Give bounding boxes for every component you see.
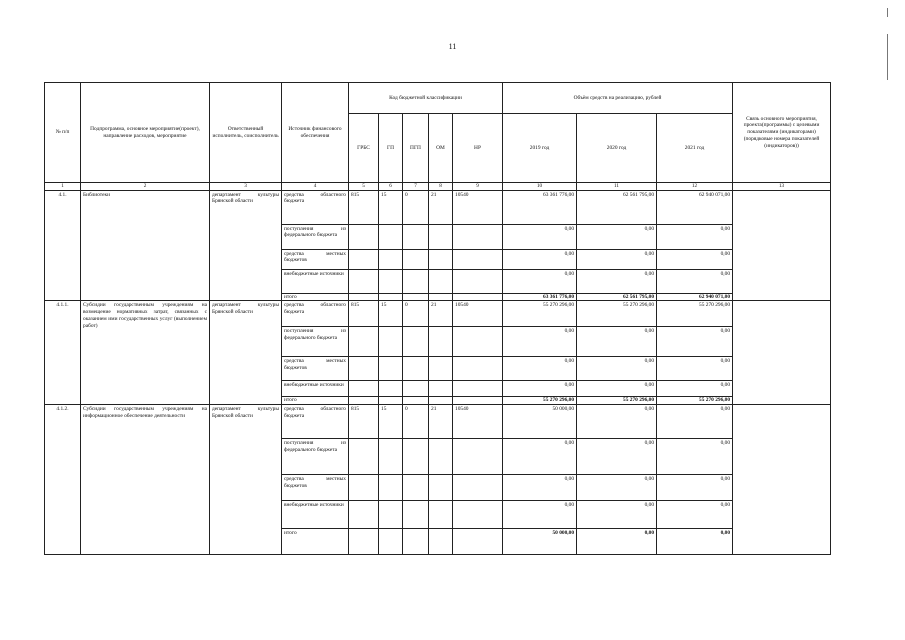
amount-2021: 0,00 [657, 327, 733, 357]
table-row [45, 405, 831, 439]
code-gp: 15 [379, 301, 403, 327]
amount-2020: 62 561 795,00 [577, 190, 657, 224]
amount-2020: 0,00 [577, 475, 657, 501]
total-2019: 55 270 296,00 [503, 397, 577, 405]
code-om: 21 [429, 405, 453, 439]
activity-name: Субсидии государственным учреждениям на информационное обеспечение деятельности [81, 405, 210, 555]
amount-2019: 0,00 [503, 327, 577, 357]
amount-2019: 0,00 [503, 381, 577, 397]
column-number: 13 [733, 183, 831, 191]
column-number: 6 [379, 183, 403, 191]
amount-2019: 0,00 [503, 249, 577, 269]
amount-2020: 0,00 [577, 381, 657, 397]
amount-2020: 0,00 [577, 269, 657, 293]
header-budget-code: Код бюджетной классификации [349, 83, 503, 114]
header-2021: 2021 год [657, 114, 733, 183]
code-np: 10540 [453, 190, 503, 224]
amount-2021: 0,00 [657, 357, 733, 381]
amount-2020: 0,00 [577, 357, 657, 381]
amount-2019: 0,00 [503, 475, 577, 501]
header-no: № п/п [45, 83, 81, 183]
total-2019: 50 000,00 [503, 529, 577, 555]
code-np: 10540 [453, 301, 503, 327]
header-grbs: ГРБС [349, 114, 379, 183]
total-label: итого [282, 397, 349, 405]
column-number: 3 [210, 183, 282, 191]
amount-2021: 0,00 [657, 381, 733, 397]
activity-name: Субсидии государственным учреждениям на возмещение нормативных затрат, связанных с оказанием ими государственных услуг (выполнением работ) [81, 301, 210, 405]
amount-2020: 0,00 [577, 439, 657, 475]
column-number: 2 [81, 183, 210, 191]
funding-source: средства местных бюджетов [282, 475, 349, 501]
activity-name: Библиотеки [81, 190, 210, 301]
total-2020: 55 270 296,00 [577, 397, 657, 405]
header-2020: 2020 год [577, 114, 657, 183]
amount-2020: 0,00 [577, 224, 657, 249]
amount-2021: 62 940 071,00 [657, 190, 733, 224]
header-np: НР [453, 114, 503, 183]
column-number: 7 [403, 183, 429, 191]
executor: департамент культуры Брянской области [210, 301, 282, 405]
header-pgp: ПГП [403, 114, 429, 183]
total-label: итого [282, 529, 349, 555]
amount-2019: 63 361 776,00 [503, 190, 577, 224]
amount-2019: 0,00 [503, 439, 577, 475]
amount-2021: 0,00 [657, 475, 733, 501]
header-volume: Объём средств на реализацию, рублей [503, 83, 733, 114]
total-label: итого [282, 293, 349, 301]
amount-2019: 55 270 296,00 [503, 301, 577, 327]
indicator-link [733, 190, 831, 301]
row-number: 4.1.2. [45, 405, 81, 555]
code-grbs: 815 [349, 190, 379, 224]
header-gp: ГП [379, 114, 403, 183]
funding-source: средства местных бюджетов [282, 357, 349, 381]
page-number: 11 [448, 42, 457, 51]
code-pgp: 0 [403, 190, 429, 224]
row-number: 4.1.1. [45, 301, 81, 405]
header-om: ОМ [429, 114, 453, 183]
amount-2019: 50 000,00 [503, 405, 577, 439]
table-row [45, 301, 831, 327]
funding-source: внебюджетные источники [282, 381, 349, 397]
scan-mark [887, 34, 888, 80]
funding-source: поступления из федерального бюджета [282, 224, 349, 249]
amount-2020: 0,00 [577, 249, 657, 269]
code-gp: 15 [379, 405, 403, 439]
table-row [45, 190, 831, 224]
amount-2020: 55 270 296,00 [577, 301, 657, 327]
amount-2019: 0,00 [503, 224, 577, 249]
amount-2020: 0,00 [577, 405, 657, 439]
column-number: 11 [577, 183, 657, 191]
funding-source: внебюджетные источники [282, 269, 349, 293]
executor: департамент культуры Брянской области [210, 405, 282, 555]
code-gp: 15 [379, 190, 403, 224]
amount-2021: 55 270 296,00 [657, 301, 733, 327]
amount-2020: 0,00 [577, 327, 657, 357]
total-2021: 55 270 296,00 [657, 397, 733, 405]
column-number: 1 [45, 183, 81, 191]
amount-2019: 0,00 [503, 269, 577, 293]
column-number: 8 [429, 183, 453, 191]
header-name: Подпрограмма, основное мероприятие(проект), направление расходов, мероприятие [81, 83, 210, 183]
code-pgp: 0 [403, 405, 429, 439]
funding-source: средства областного бюджета [282, 301, 349, 327]
funding-source: поступления из федерального бюджета [282, 439, 349, 475]
amount-2021: 0,00 [657, 269, 733, 293]
column-number: 5 [349, 183, 379, 191]
indicator-link [733, 405, 831, 555]
amount-2021: 0,00 [657, 439, 733, 475]
amount-2021: 0,00 [657, 249, 733, 269]
amount-2021: 0,00 [657, 501, 733, 529]
amount-2021: 0,00 [657, 405, 733, 439]
amount-2020: 0,00 [577, 501, 657, 529]
funding-source: средства областного бюджета [282, 405, 349, 439]
code-np: 10540 [453, 405, 503, 439]
funding-source: средства областного бюджета [282, 190, 349, 224]
indicator-link [733, 301, 831, 405]
total-2019: 63 361 776,00 [503, 293, 577, 301]
funding-source: внебюджетные источники [282, 501, 349, 529]
column-numbers-row [45, 183, 831, 191]
executor: департамент культуры Брянской области [210, 190, 282, 301]
header-source: Источник финансового обеспечения [282, 83, 349, 183]
code-pgp: 0 [403, 301, 429, 327]
code-grbs: 815 [349, 405, 379, 439]
budget-table [44, 82, 831, 555]
funding-source: средства местных бюджетов [282, 249, 349, 269]
code-om: 21 [429, 190, 453, 224]
scan-mark [887, 8, 888, 17]
amount-2021: 0,00 [657, 224, 733, 249]
header-link: Связь основного мероприятия, проекта(программы) с целевыми показателями (индикаторами) (порядковые номера показателей (индикаторов)) [733, 83, 831, 183]
column-number: 12 [657, 183, 733, 191]
header-executor: Ответственный исполнитель, соисполнитель [210, 83, 282, 183]
total-2020: 62 561 795,00 [577, 293, 657, 301]
total-2021: 0,00 [657, 529, 733, 555]
code-grbs: 815 [349, 301, 379, 327]
total-2021: 62 940 071,00 [657, 293, 733, 301]
column-number: 9 [453, 183, 503, 191]
code-om: 21 [429, 301, 453, 327]
header-2019: 2019 год [503, 114, 577, 183]
total-2020: 0,00 [577, 529, 657, 555]
column-number: 10 [503, 183, 577, 191]
amount-2019: 0,00 [503, 357, 577, 381]
funding-source: поступления из федерального бюджета [282, 327, 349, 357]
column-number: 4 [282, 183, 349, 191]
row-number: 4.1. [45, 190, 81, 301]
amount-2019: 0,00 [503, 501, 577, 529]
